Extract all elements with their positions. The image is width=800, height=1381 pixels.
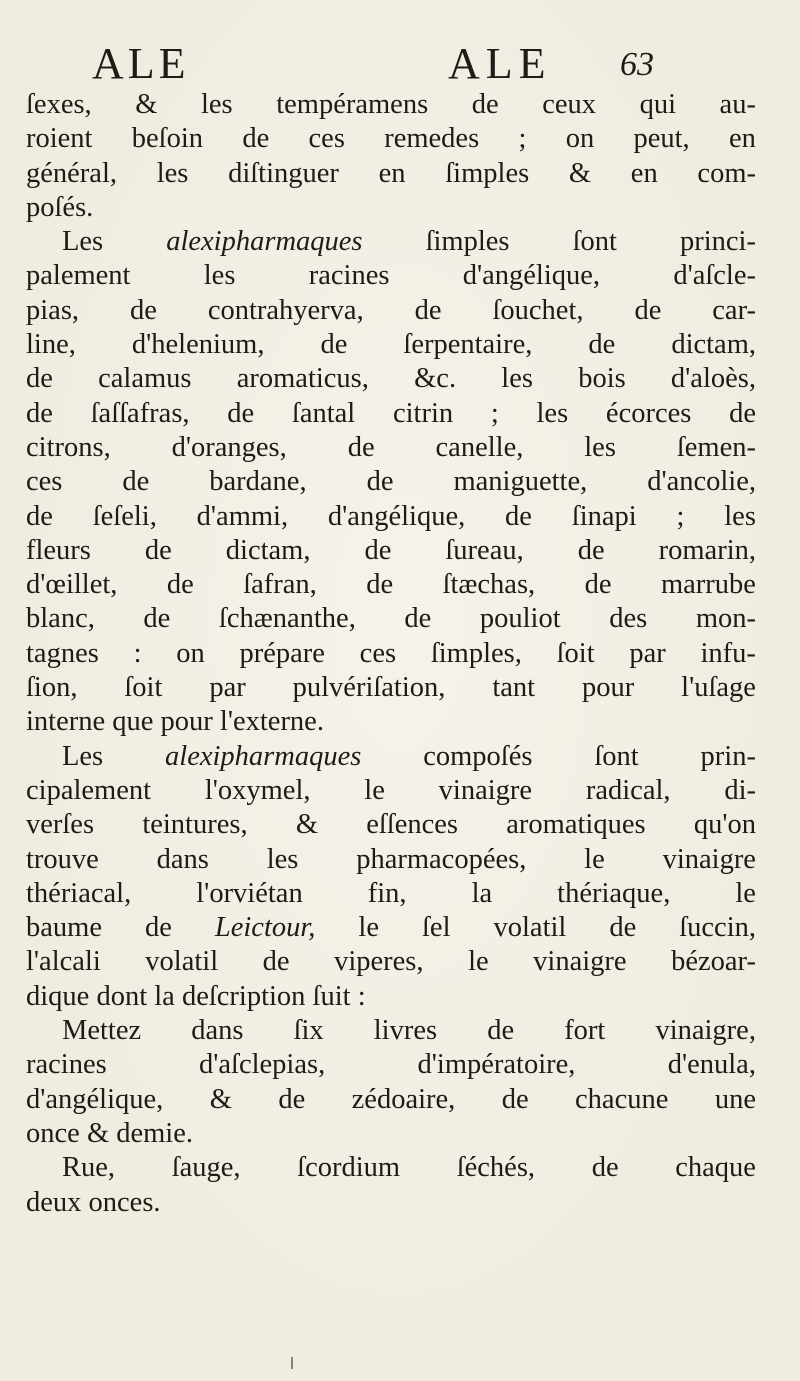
text-line: blanc, de ſchænanthe, de pouliot des mon- [26, 603, 756, 635]
text-line: pias, de contrahyerva, de ſouchet, de car- [26, 294, 756, 326]
text-line: baume de Leictour, le ſel volatil de ſuccin, [26, 912, 756, 944]
body-text [26, 88, 756, 1220]
header-left-title: ALE [92, 39, 190, 88]
header-right-title: ALE [448, 39, 552, 88]
text-line: thériacal, l'orviétan fin, la thériaque, le [26, 877, 756, 909]
text-line: de calamus aromaticus, &c. les bois d'aloès, [26, 363, 756, 395]
text-line: racines d'aſclepias, d'impératoire, d'enula, [26, 1049, 756, 1081]
text-line: citrons, d'oranges, de canelle, les ſemen- [26, 431, 756, 463]
text-line: tagnes : on prépare ces ſimples, ſoit par infu- [26, 637, 756, 669]
text-line: deux onces. [26, 1186, 161, 1218]
page-number: 63 [620, 46, 654, 83]
text-line: Rue, ſauge, ſcordium ſéchés, de chaque [62, 1152, 756, 1184]
text-line: ſion, ſoit par pulvériſation, tant pour l'uſage [26, 672, 756, 704]
text-line: de ſeſeli, d'ammi, d'angélique, de ſinapi ; les [26, 500, 756, 532]
text-line: Les alexipharmaques compoſés ſont prin- [62, 740, 756, 772]
text-line: Les alexipharmaques ſimples ſont princi- [62, 226, 756, 258]
text-line: général, les diſtinguer en ſimples & en com- [26, 157, 756, 189]
text-line: ſexes, & les tempéramens de ceux qui au- [26, 89, 756, 120]
text-line: cipalement l'oxymel, le vinaigre radical, di- [26, 774, 756, 806]
text-line: once & demie. [26, 1117, 193, 1149]
text-line: line, d'helenium, de ſerpentaire, de dictam, [26, 329, 756, 361]
text-line: ces de bardane, de maniguette, d'ancolie, [26, 466, 756, 498]
text-line: d'angélique, & de zédoaire, de chacune une [26, 1083, 756, 1115]
text-line: dique dont la deſcription ſuit : [26, 980, 366, 1012]
text-line: interne que pour l'externe. [26, 706, 324, 738]
text-line: l'alcali volatil de viperes, le vinaigre bézoar- [26, 946, 756, 978]
text-line: verſes teintures, & eſſences aromatiques qu'on [26, 809, 756, 841]
text-line: d'œillet, de ſafran, de ſtæchas, de marrube [26, 569, 756, 601]
text-line: fleurs de dictam, de ſureau, de romarin, [26, 534, 756, 566]
paper-speck [291, 1357, 293, 1369]
text-line: palement les racines d'angélique, d'aſcle- [26, 260, 756, 292]
text-line: poſés. [26, 191, 94, 223]
text-line: roient beſoin de ces remedes ; on peut, en [26, 123, 756, 155]
text-line: Mettez dans ſix livres de fort vinaigre, [62, 1015, 756, 1047]
text-line: trouve dans les pharmacopées, le vinaigre [26, 843, 756, 875]
text-line: de ſaſſafras, de ſantal citrin ; les écorces de [26, 397, 756, 429]
